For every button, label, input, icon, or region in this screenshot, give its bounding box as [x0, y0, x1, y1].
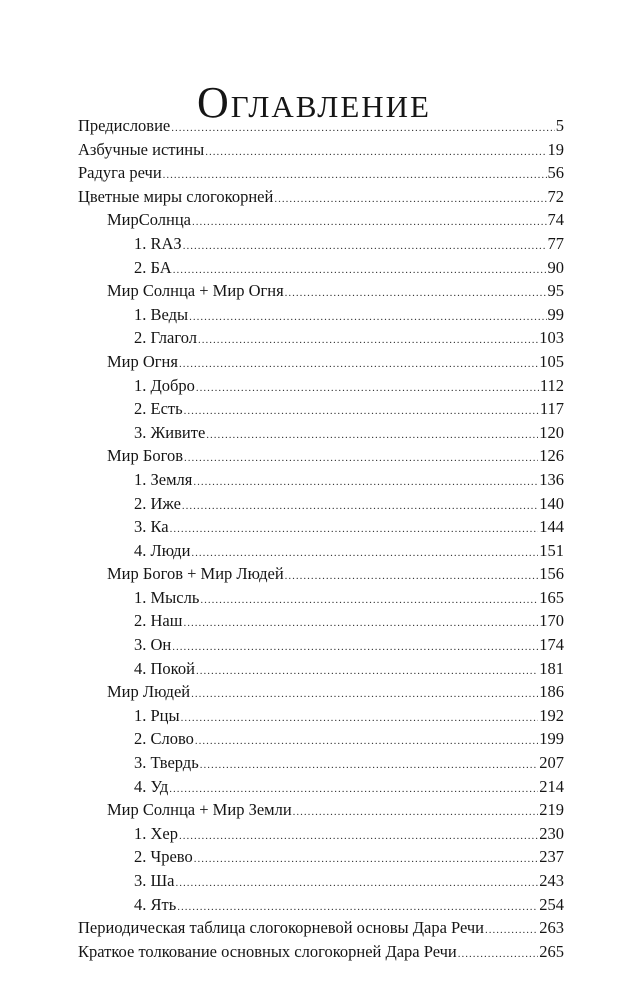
- toc-entry-page-number: 72: [547, 186, 564, 206]
- toc-entry: [78, 397, 564, 421]
- toc-entry-label: 2. Иже: [134, 493, 181, 513]
- toc-entry-page-number: 199: [539, 729, 564, 749]
- dot-leader: [182, 495, 538, 519]
- toc-entry: [78, 727, 564, 751]
- dot-leader: [293, 801, 539, 825]
- toc-entry: [78, 161, 564, 185]
- dot-leader: [194, 848, 539, 872]
- toc-entry-page-number: 112: [539, 375, 564, 395]
- dot-leader: [181, 707, 539, 731]
- toc-entry-page-number: 170: [539, 611, 564, 631]
- dot-leader: [200, 754, 539, 778]
- toc-entry-label: 1. Рцы: [134, 705, 180, 725]
- toc-entry: [78, 704, 564, 728]
- dot-leader: [195, 730, 538, 754]
- toc-entry-label: 4. Покой: [134, 658, 195, 678]
- toc-entry-label: 2. Наш: [134, 611, 183, 631]
- toc-entry-page-number: 230: [539, 823, 564, 843]
- toc-entry-page-number: 186: [539, 682, 564, 702]
- dot-leader: [200, 589, 538, 613]
- dot-leader: [205, 141, 546, 165]
- toc-entry-page-number: 156: [539, 564, 564, 584]
- toc-entry-page-number: 103: [539, 328, 564, 348]
- toc-entry-page-number: 254: [539, 894, 564, 914]
- toc-entry: [78, 279, 564, 303]
- toc-entry: [78, 492, 564, 516]
- dot-leader: [196, 377, 539, 401]
- toc-entry: [78, 680, 564, 704]
- toc-entry-label: 1. Мысль: [134, 587, 200, 607]
- toc-entry-label: 1. Хер: [134, 823, 178, 843]
- dot-leader: [196, 660, 538, 684]
- toc-entry-label: Краткое толкование основных слогокорней Дара Речи: [78, 941, 457, 961]
- toc-entry-page-number: 77: [547, 233, 564, 253]
- dot-leader: [285, 282, 547, 306]
- toc-entry-label: 3. Он: [134, 635, 172, 655]
- toc-entry-label: Мир Огня: [107, 351, 178, 371]
- toc-entry-label: 2. БА: [134, 257, 172, 277]
- toc-entry: [78, 586, 564, 610]
- toc-entry-label: Мир Богов: [107, 446, 183, 466]
- toc-entry: [78, 256, 564, 280]
- toc-entry-label: 2. Чрево: [134, 847, 193, 867]
- toc-entry: [78, 208, 564, 232]
- toc-entry: [78, 893, 564, 917]
- page-title: Оглавление: [197, 78, 431, 128]
- toc-entry-label: 3. Живите: [134, 422, 206, 442]
- dot-leader: [184, 447, 538, 471]
- toc-entry-page-number: 174: [539, 635, 564, 655]
- toc-entry: [78, 421, 564, 445]
- toc-entry-label: Цветные миры слогокорней: [78, 186, 274, 206]
- toc-entry-page-number: 219: [539, 800, 564, 820]
- toc-entry-label: Мир Солнца + Мир Земли: [107, 800, 292, 820]
- dot-leader: [170, 518, 539, 542]
- toc-entry: [78, 562, 564, 586]
- toc-entry-page-number: 90: [547, 257, 564, 277]
- toc-entry: [78, 940, 564, 964]
- dot-leader: [183, 612, 538, 636]
- toc-entry: [78, 845, 564, 869]
- dot-leader: [458, 943, 538, 967]
- toc-entry: [78, 326, 564, 350]
- toc-entry: [78, 444, 564, 468]
- toc-entry-label: 1. Добро: [134, 375, 195, 395]
- toc-entry-label: 2. Есть: [134, 399, 183, 419]
- toc-entry-label: Радуга речи: [78, 163, 162, 183]
- dot-leader: [485, 919, 538, 943]
- toc-entry-page-number: 19: [547, 139, 564, 159]
- toc-entry-page-number: 99: [547, 304, 564, 324]
- toc-entry-label: Азбучные истины: [78, 139, 205, 159]
- toc-entry: [78, 185, 564, 209]
- toc-entry-label: 3. Твердь: [134, 753, 199, 773]
- toc-entry-page-number: 144: [539, 517, 564, 537]
- toc-entry: [78, 775, 564, 799]
- toc-entry-label: 4. Люди: [134, 540, 191, 560]
- toc-entry-label: Мир Богов + Мир Людей: [107, 564, 284, 584]
- toc-entry-page-number: 126: [539, 446, 564, 466]
- dot-leader: [172, 636, 538, 660]
- dot-leader: [198, 329, 538, 353]
- toc-entry-label: 3. Ка: [134, 517, 169, 537]
- toc-entry-page-number: 207: [539, 753, 564, 773]
- toc-entry-label: 4. Ять: [134, 894, 177, 914]
- dot-leader: [206, 424, 538, 448]
- dot-leader: [285, 565, 539, 589]
- toc-entry: [78, 609, 564, 633]
- toc-entry-page-number: 181: [539, 658, 564, 678]
- toc-entry: [78, 303, 564, 327]
- toc-entry-label: 1. RAЗ: [134, 233, 182, 253]
- toc-entry-page-number: 192: [539, 705, 564, 725]
- toc-entry-page-number: 214: [539, 776, 564, 796]
- toc-entry-page-number: 105: [539, 351, 564, 371]
- toc-entry-label: МирСолнца: [107, 210, 192, 230]
- dot-leader: [191, 683, 538, 707]
- dot-leader: [171, 117, 555, 141]
- toc-entry-label: 2. Глагол: [134, 328, 197, 348]
- toc-entry-page-number: 120: [539, 422, 564, 442]
- toc-entry-label: 4. Уд: [134, 776, 169, 796]
- toc-entry-page-number: 140: [539, 493, 564, 513]
- toc-entry-page-number: 237: [539, 847, 564, 867]
- toc-entry-label: Мир Солнца + Мир Огня: [107, 281, 284, 301]
- toc-entry: [78, 138, 564, 162]
- dot-leader: [175, 872, 538, 896]
- dot-leader: [179, 353, 538, 377]
- toc-entry: [78, 798, 564, 822]
- toc-entry-page-number: 136: [539, 469, 564, 489]
- toc-entry-page-number: 165: [539, 587, 564, 607]
- toc-entry: [78, 751, 564, 775]
- toc-entry-label: 2. Слово: [134, 729, 194, 749]
- table-of-contents: [78, 114, 564, 963]
- dot-leader: [189, 306, 546, 330]
- toc-entry-label: Мир Людей: [107, 682, 191, 702]
- dot-leader: [193, 471, 538, 495]
- toc-entry-page-number: 117: [539, 399, 564, 419]
- toc-entry-page-number: 95: [547, 281, 564, 301]
- toc-entry-page-number: 56: [547, 163, 564, 183]
- dot-leader: [192, 211, 546, 235]
- toc-entry: [78, 633, 564, 657]
- toc-entry: [78, 114, 564, 138]
- toc-entry-label: 1. Земля: [134, 469, 193, 489]
- toc-entry-page-number: 265: [539, 941, 564, 961]
- toc-entry-page-number: 151: [539, 540, 564, 560]
- toc-entry: [78, 374, 564, 398]
- toc-entry: [78, 916, 564, 940]
- toc-entry: [78, 232, 564, 256]
- dot-leader: [179, 825, 538, 849]
- toc-entry: [78, 539, 564, 563]
- toc-entry-label: Предисловие: [78, 116, 171, 135]
- dot-leader: [274, 188, 546, 212]
- toc-entry: [78, 468, 564, 492]
- toc-entry: [78, 657, 564, 681]
- dot-leader: [183, 235, 547, 259]
- toc-entry-page-number: 263: [539, 918, 564, 938]
- toc-entry: [78, 515, 564, 539]
- toc-entry-page-number: 243: [539, 871, 564, 890]
- toc-entry: [78, 822, 564, 846]
- toc-entry: [78, 350, 564, 374]
- toc-entry-page-number: 74: [547, 210, 564, 230]
- toc-entry-label: 1. Веды: [134, 304, 189, 324]
- toc-entry-label: Периодическая таблица слогокорневой основы Дара Речи: [78, 918, 485, 938]
- toc-entry-page-number: 5: [555, 116, 564, 135]
- toc-entry-label: 3. Ша: [134, 871, 175, 890]
- toc-entry: [78, 869, 564, 893]
- dot-leader: [184, 400, 539, 424]
